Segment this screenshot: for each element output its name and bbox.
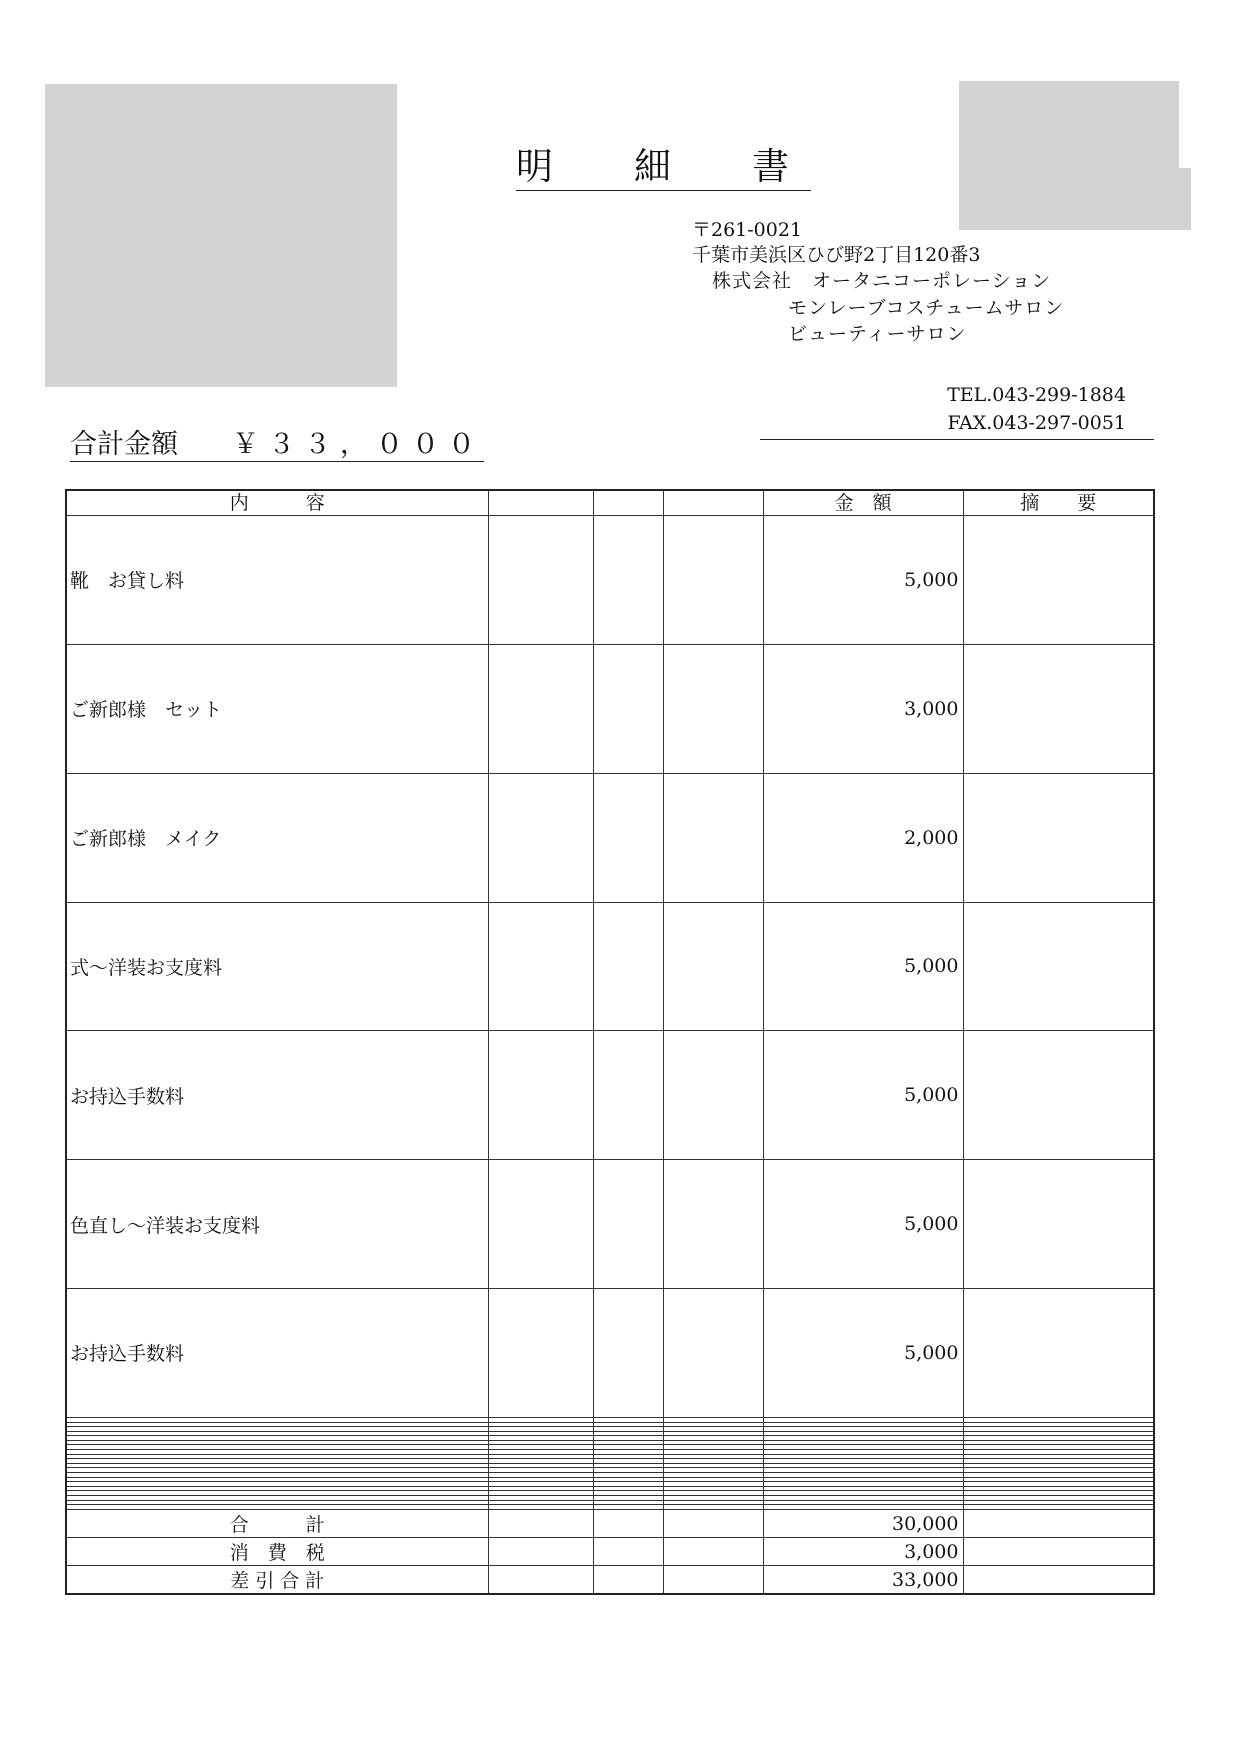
row-cell-empty [488,516,593,645]
row-cell-empty [593,516,663,645]
row-description: ご新郎様 セット [66,644,488,773]
row-amount: 5,000 [763,1031,963,1160]
document-title: 明 細 書 [516,146,811,191]
table-row [66,644,1154,773]
total-amount-line [70,430,484,462]
row-cell-empty [488,773,593,902]
statement-table [65,489,1155,1595]
row-description: 色直し～洋装お支度料 [66,1160,488,1289]
row-description: 式～洋装お支度料 [66,902,488,1031]
row-cell-empty [593,1289,663,1418]
row-cell-empty [663,644,763,773]
row-description: お持込手数料 [66,1031,488,1160]
row-description: 靴 お貸し料 [66,516,488,645]
table-row [66,1160,1154,1289]
table-row [66,773,1154,902]
contact-block [760,381,1154,440]
row-cell-empty [963,516,1154,645]
sender-address: 千葉市美浜区ひび野2丁目120番3 [692,244,981,266]
header-blank-2 [593,490,663,516]
row-amount: 2,000 [763,773,963,902]
grand-total-row [66,1566,1154,1595]
row-cell-empty [488,1160,593,1289]
row-amount: 5,000 [763,1289,963,1418]
header-description: 内 容 [66,490,488,516]
row-cell-empty [663,1160,763,1289]
row-amount: 5,000 [763,516,963,645]
header-remarks: 摘 要 [963,490,1154,516]
header-blank-3 [663,490,763,516]
row-cell-empty [663,902,763,1031]
total-amount-label: 合計金額 [70,429,178,460]
sender-company: 株式会社 オータニコーポレーション [712,270,1052,292]
row-cell-empty [488,902,593,1031]
header-amount: 金 額 [763,490,963,516]
grand-total-amount: 33,000 [763,1566,963,1595]
table-row [66,516,1154,645]
redacted-stamp-area-lower [959,168,1191,230]
row-cell-empty [593,1160,663,1289]
subtotal-amount: 30,000 [763,1510,963,1538]
row-cell-empty [963,773,1154,902]
fax-number: FAX.043-297-0051 [947,412,1126,434]
row-cell-empty [663,516,763,645]
row-amount: 3,000 [763,644,963,773]
row-cell-empty [593,773,663,902]
subtotal-row [66,1510,1154,1538]
row-cell-empty [488,1289,593,1418]
row-amount: 5,000 [763,902,963,1031]
sender-salon-beauty: ビューティーサロン [788,323,967,345]
tax-row [66,1538,1154,1566]
postal-code: 〒261-0021 [692,219,803,241]
tel-number: TEL.043-299-1884 [947,384,1126,406]
table-header-row [66,490,1154,516]
row-amount: 5,000 [763,1160,963,1289]
table-row [66,902,1154,1031]
tax-label: 消 費 税 [66,1538,488,1566]
grand-total-label: 差 引 合 計 [66,1566,488,1595]
row-cell-empty [963,902,1154,1031]
row-cell-empty [663,1289,763,1418]
row-cell-empty [488,644,593,773]
row-description: お持込手数料 [66,1289,488,1418]
redacted-logo-area [45,84,397,387]
tax-amount: 3,000 [763,1538,963,1566]
row-cell-empty [963,644,1154,773]
redacted-stamp-area [959,81,1179,171]
subtotal-label: 合 計 [66,1510,488,1538]
row-cell-empty [663,1031,763,1160]
row-cell-empty [963,1160,1154,1289]
row-cell-empty [593,1031,663,1160]
table-row [66,1031,1154,1160]
row-cell-empty [663,773,763,902]
row-cell-empty [963,1289,1154,1418]
row-cell-empty [488,1031,593,1160]
total-amount-value: ￥３３，０００ [232,429,484,460]
row-cell-empty [593,644,663,773]
table-row [66,1289,1154,1418]
row-cell-empty [963,1031,1154,1160]
row-cell-empty [593,902,663,1031]
row-description: ご新郎様 メイク [66,773,488,902]
header-blank-1 [488,490,593,516]
sender-salon-costume: モンレーブコスチュームサロン [788,297,1065,319]
